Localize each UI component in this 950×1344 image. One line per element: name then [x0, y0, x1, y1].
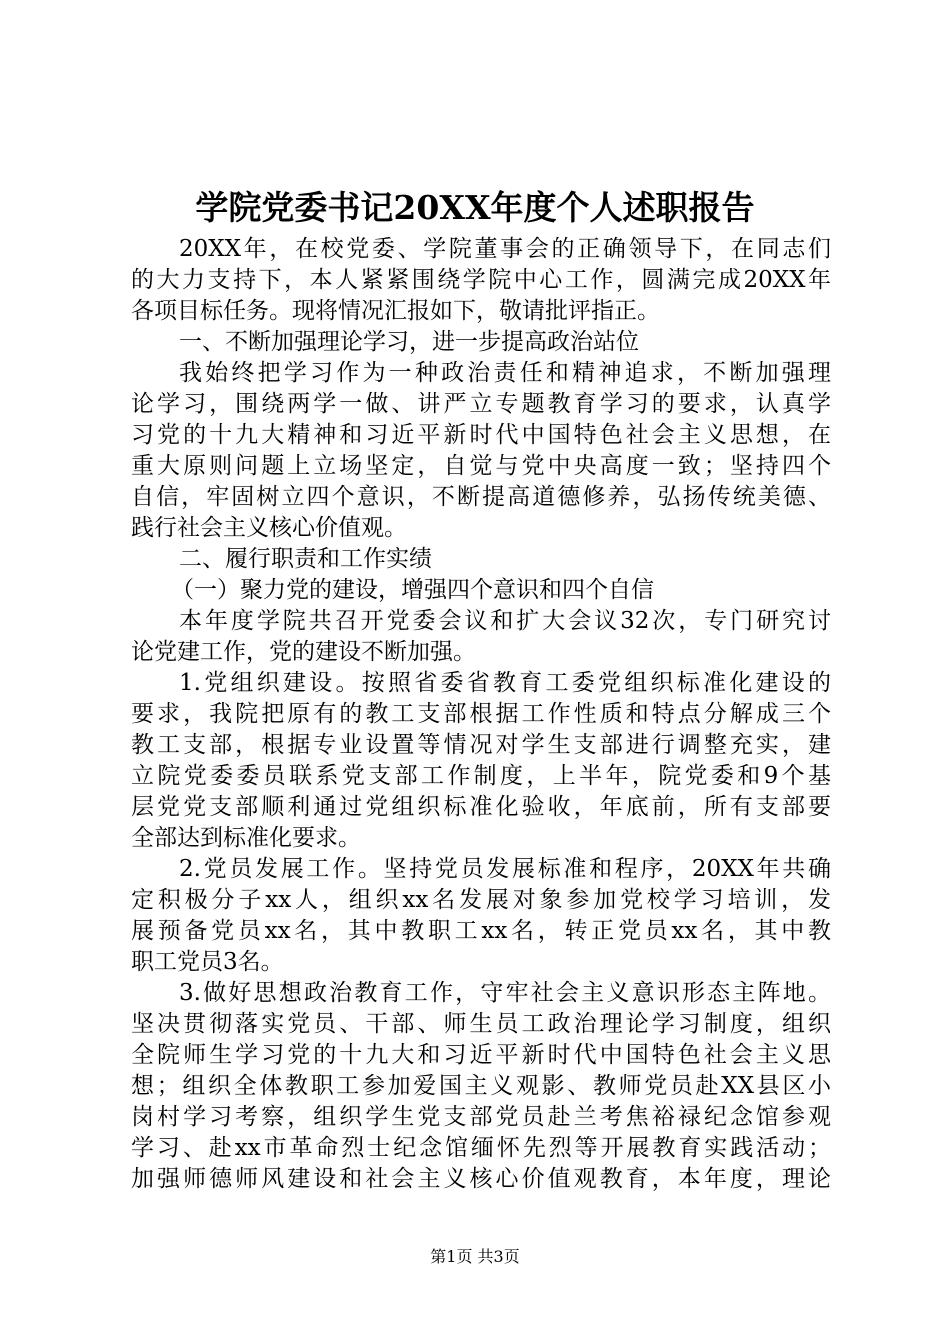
section-heading: 二、履行职责和工作实绩	[179, 546, 432, 572]
paragraph-line: 学习、赴xx市革命烈士纪念馆缅怀先烈等开展教育实践活动；	[131, 1135, 831, 1161]
paragraph-line: 论学习，围绕两学一做、讲严立专题教育学习的要求，认真学	[131, 391, 831, 417]
paragraph-line: 立院党委委员联系党支部工作制度，上半年，院党委和9个基	[131, 763, 831, 789]
paragraph-line: 要求，我院把原有的教工支部根据工作性质和特点分解成三个	[131, 701, 831, 727]
paragraph-line: 20XX年，在校党委、学院董事会的正确领导下，在同志们	[179, 236, 831, 262]
paragraph-line: 我始终把学习作为一种政治责任和精神追求，不断加强理	[179, 360, 831, 386]
document-body	[131, 234, 831, 1195]
paragraph-line: 教工支部，根据专业设置等情况对学生支部进行调整充实，建	[131, 732, 831, 758]
document-title: 学院党委书记20XX年度个人述职报告	[195, 188, 755, 227]
paragraph-line: 自信，牢固树立四个意识，不断提高道德修养，弘扬传统美德、	[131, 484, 831, 510]
paragraph-line: 各项目标任务。现将情况汇报如下，敬请批评指正。	[131, 298, 660, 324]
paragraph-line: 论党建工作，党的建设不断加强。	[131, 639, 476, 665]
section-heading: 一、不断加强理论学习，进一步提高政治站位	[179, 329, 639, 355]
paragraph-line: 定积极分子xx人，组织xx名发展对象参加党校学习培训，发	[131, 887, 831, 913]
paragraph-line: 全部达到标准化要求。	[131, 825, 361, 851]
paragraph-line: 岗村学习考察，组织学生党支部党员赴兰考焦裕禄纪念馆参观	[131, 1104, 831, 1130]
paragraph-line: 重大原则问题上立场坚定，自觉与党中央高度一致；坚持四个	[131, 453, 831, 479]
paragraph-line: 坚决贯彻落实党员、干部、师生员工政治理论学习制度，组织	[131, 1011, 831, 1037]
paragraph-line: 想；组织全体教职工参加爱国主义观影、教师党员赴XX县区小	[131, 1073, 831, 1099]
paragraph-line: 的大力支持下，本人紧紧围绕学院中心工作，圆满完成20XX年	[131, 267, 831, 293]
paragraph-line: 1.党组织建设。按照省委省教育工委党组织标准化建设的	[179, 670, 831, 696]
paragraph-line: 践行社会主义核心价值观。	[131, 515, 407, 541]
paragraph-line: 2.党员发展工作。坚持党员发展标准和程序，20XX年共确	[179, 856, 831, 882]
paragraph-line: 本年度学院共召开党委会议和扩大会议32次，专门研究讨	[179, 608, 831, 634]
paragraph-line: 3.做好思想政治教育工作，守牢社会主义意识形态主阵地。	[179, 980, 831, 1006]
paragraph-line: 层党党支部顺利通过党组织标准化验收，年底前，所有支部要	[131, 794, 831, 820]
paragraph-line: 展预备党员xx名，其中教职工xx名，转正党员xx名，其中教	[131, 918, 831, 944]
subsection-heading: （一）聚力党的建设，增强四个意识和四个自信	[171, 577, 654, 603]
paragraph-line: 加强师德师风建设和社会主义核心价值观教育，本年度，理论	[131, 1166, 831, 1192]
paragraph-line: 全院师生学习党的十九大和习近平新时代中国特色社会主义思	[131, 1042, 831, 1068]
paragraph-line: 习党的十九大精神和习近平新时代中国特色社会主义思想，在	[131, 422, 831, 448]
page-number-footer: 第1页 共3页	[430, 1247, 520, 1266]
paragraph-line: 职工党员3名。	[131, 949, 284, 975]
